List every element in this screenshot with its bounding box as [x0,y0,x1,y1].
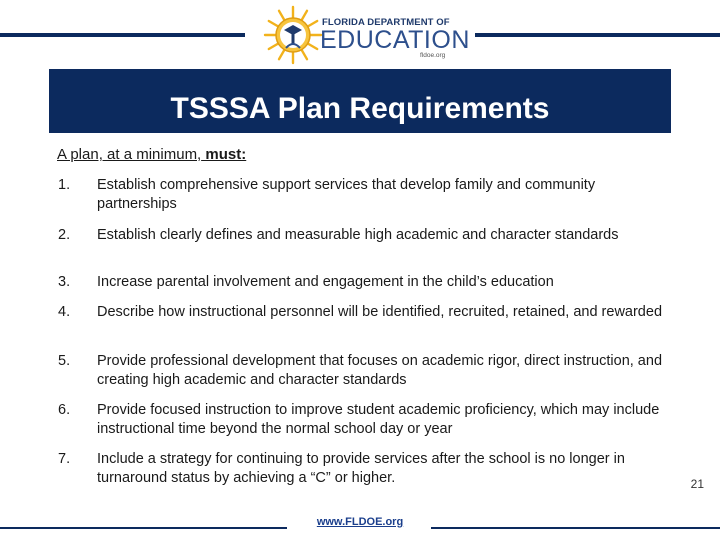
item-number: 2. [58,227,71,243]
header-rule-left [0,33,245,37]
intro-text [57,146,246,163]
item-text: Provide focused instruction to improve student academic proficiency, which may include instructional time beyond the normal school day or year [97,402,660,437]
intro-prefix: A plan, at a minimum, [57,146,202,163]
item-text: Increase parental involvement and engagement in the child’s education [97,274,554,290]
item-text: Provide professional development that focuses on academic rigor, direct instruction, and creating high academic and character standards [97,353,663,388]
item-number: 5. [58,353,71,369]
item-text: Describe how instructional personnel will be identified, recruited, retained, and rewarded [97,304,663,320]
sunburst-emblem-icon [262,4,324,66]
footer-rule-right [431,527,720,529]
item-text: Establish comprehensive support services that develop family and community partnerships [97,177,596,212]
item-number: 1. [58,177,71,193]
fldoe-website-link[interactable]: www.FLDOE.org [316,516,404,528]
page-number: 21 [690,477,704,491]
item-number: 3. [58,274,71,290]
item-number: 6. [58,402,71,418]
title-banner [49,69,671,133]
intro-emphasis: must: [201,146,247,163]
item-text: Establish clearly defines and measurable high academic and character standards [97,227,619,243]
logo-line1: FLORIDA DEPARTMENT OF [322,17,450,28]
item-text: Include a strategy for continuing to provide services after the school is no longer in turnaround status by achieving a “C” or higher. [97,451,625,486]
logo-url: fldoe.org [420,52,446,59]
slide-title: TSSSA Plan Requirements [170,92,550,125]
header-rule-right [475,33,720,37]
logo-line2: EDUCATION [320,26,470,54]
footer-rule-left [0,527,287,529]
item-number: 7. [58,451,71,467]
fldoe-logo [262,4,470,66]
item-number: 4. [58,304,71,320]
